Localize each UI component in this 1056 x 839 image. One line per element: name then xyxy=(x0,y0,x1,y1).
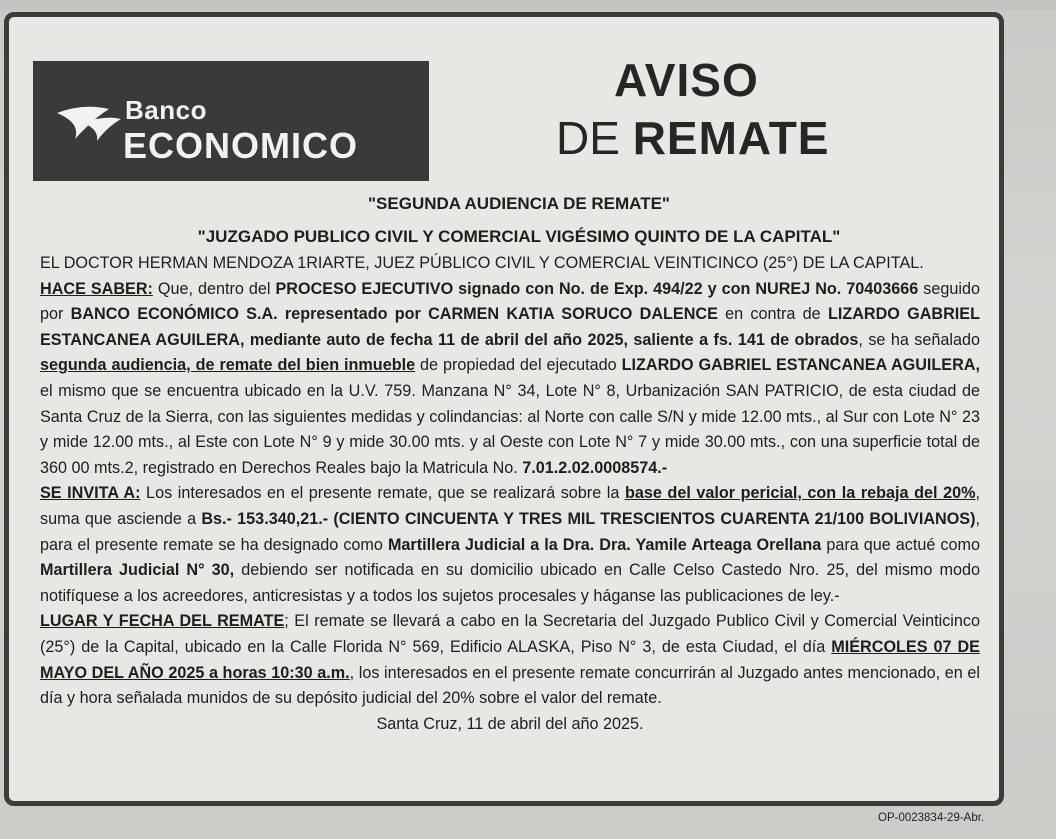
p1-underlined: segunda audiencia, de remate del bien inmueble xyxy=(40,356,416,375)
p2-text: , para el presente remate se ha designado como xyxy=(40,509,980,554)
p3-text: , los interesados en el presente remate concurrirán al Juzgado antes mencionado, en el día y hora señalada munidos de su depósito judicial del 20% sobre el valor del remate. xyxy=(40,663,980,708)
p1-bold: PROCESO EJECUTIVO signado con No. de Exp. 494/22 y con NUREJ No. 70403666 xyxy=(275,279,919,298)
title-prefix: DE xyxy=(556,112,633,164)
p1-text: , se ha señalado xyxy=(858,330,980,349)
intro-line: EL DOCTOR HERMAN MENDOZA 1RIARTE, JUEZ PÚBLICO CIVIL Y COMERCIAL VEINTICINCO (25°) DE LA CAPITAL. xyxy=(40,254,924,272)
p2-text: Los interesados en el presente remate, que se realizará sobre la xyxy=(140,484,625,503)
p2-bold: Bs.- 153.340,21.- (CIENTO CINCUENTA Y TRES MIL TRESCIENTOS CUARENTA 21/100 BOLIVIANOS) xyxy=(201,509,976,528)
p1-text: seguido por xyxy=(40,279,981,324)
bank-name-small: Banco xyxy=(125,95,207,125)
p1-bold: LIZARDO GABRIEL ESTANCANEA AGUILERA, mediante auto de fecha 11 de abril del año 2025, saliente a fs. 141 de obrados xyxy=(40,305,980,349)
notice-title-line2 xyxy=(556,111,830,165)
closing-date: Santa Cruz, 11 de abril del año 2025. xyxy=(376,714,644,733)
p1-text: Que, dentro del xyxy=(152,279,276,298)
p2-text: para que actué como xyxy=(821,535,980,554)
p2-bold: Martillera Judicial a la Dra. Dra. Yamile Arteaga Orellana xyxy=(387,535,822,554)
subtitle-audiencia: "SEGUNDA AUDIENCIA DE REMATE" xyxy=(368,194,670,213)
p1-bold: BANCO ECONÓMICO S.A. representado por CARMEN KATIA SORUCO DALENCE xyxy=(70,305,718,324)
p3-text: ; El remate se llevará a cabo en la Secretaria del Juzgado Publico Civil y Comercial Veinticinco (25°) de la Capital, ubicado en la Calle Florida N° 569, Edificio ALASKA, Piso N° 3, de esta Ciudad, el día xyxy=(40,612,980,656)
bank-name-big: ECONOMICO xyxy=(123,125,359,166)
title-bold: REMATE xyxy=(632,112,830,164)
p1-text: el mismo que se encuentra ubicado en la U.V. 759. Manzana N° 34, Lote N° 8, Urbanización SAN PATRICIO, de esta ciudad de Santa Cruz de la Sierra, con las siguientes medidas y colindancias: al Norte con calle S/N y mide 12.00 mts., al Sur con Lote N° 23 y mide 12.00 mts., al Este con Lote N° 9 y mide 30.00 mts. y al Oeste con Lote N° 7 y mide 30.00 mts., con una superficie total de 360 00 mts.2, registrado en Derechos Reales bajo la Matricula No. xyxy=(40,381,980,477)
label-hace-saber: HACE SABER: xyxy=(40,279,153,298)
label-se-invita: SE INVITA A: xyxy=(40,484,141,503)
bleed-through-top xyxy=(0,0,1056,10)
label-lugar-fecha: LUGAR Y FECHA DEL REMATE xyxy=(40,612,285,631)
p2-bold: Martillera Judicial N° 30, xyxy=(40,561,235,580)
p1-text: de propiedad del ejecutado xyxy=(415,356,622,375)
p3-underlined: MIÉRCOLES 07 DE MAYO DEL AÑO 2025 a horas 10:30 a.m. xyxy=(40,637,980,682)
subtitle-juzgado: "JUZGADO PUBLICO CIVIL Y COMERCIAL VIGÉSIMO QUINTO DE LA CAPITAL" xyxy=(197,227,841,246)
p1-bold: LIZARDO GABRIEL ESTANCANEA AGUILERA, xyxy=(621,356,980,375)
p2-text: , suma que asciende a xyxy=(40,484,980,528)
reference-code: OP-0023834-29-Abr. xyxy=(878,812,985,824)
auction-notice-frame xyxy=(4,12,1004,806)
notice-title-line1: AVISO xyxy=(614,54,759,106)
p1-text: en contra de xyxy=(717,305,828,324)
p2-underlined: base del valor pericial, con la rebaja del 20% xyxy=(624,484,976,503)
bank-swoosh-icon xyxy=(53,99,125,147)
paragraph-lugar-fecha xyxy=(40,609,980,711)
p2-text: debiendo ser notificada en su domicilio ubicado en Calle Celso Castedo Nro. 25, del mismo modo notifíquese a los acreedores, anticresistas y a todos los sujetos procesales y háganse las publicaciones de ley.- xyxy=(40,561,980,605)
p1-bold: 7.01.2.02.0008574.- xyxy=(522,458,668,477)
paragraph-hace-saber xyxy=(40,277,980,482)
paragraph-se-invita xyxy=(40,481,980,609)
bank-logo xyxy=(33,61,429,181)
notice-body xyxy=(40,251,980,737)
